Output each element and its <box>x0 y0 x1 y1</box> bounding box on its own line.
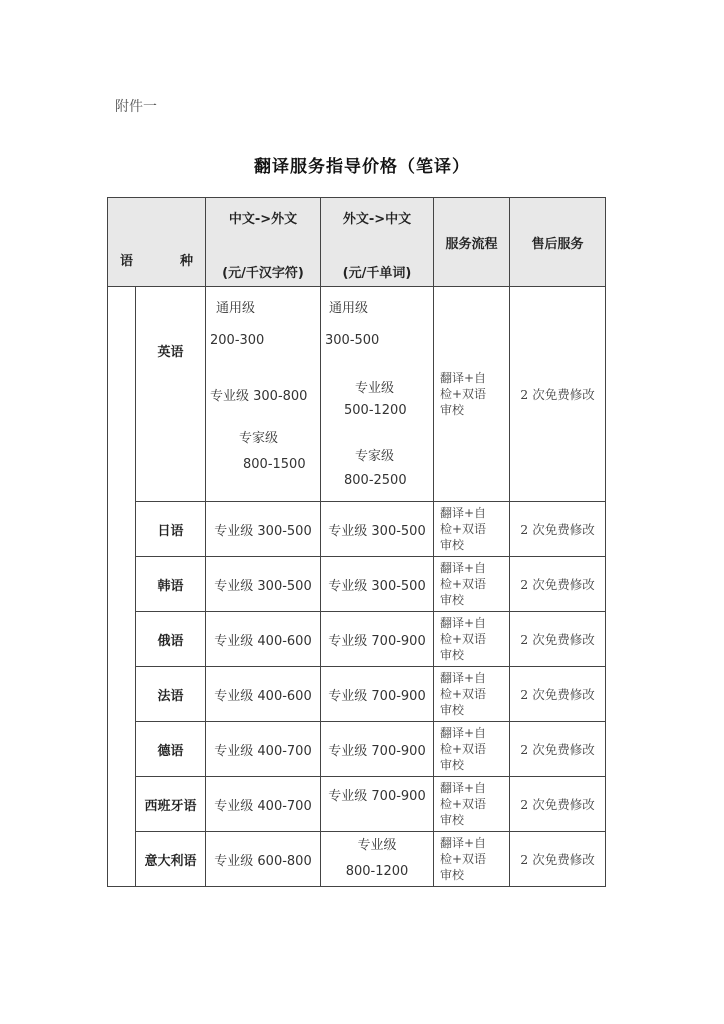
left-spacer-column <box>108 287 136 887</box>
after-sales-service: 2 次免费修改 <box>510 832 606 887</box>
service-process: 翻译+自 检+双语 审校 <box>434 722 510 777</box>
language-name: 德语 <box>136 722 206 777</box>
cn-to-foreign-price: 专业级 400-700 <box>206 777 321 832</box>
language-name: 俄语 <box>136 612 206 667</box>
header-language-char-2: 种 <box>180 254 194 269</box>
language-name: 日语 <box>136 502 206 557</box>
english-cn-general-range: 200-300 <box>210 333 265 348</box>
english-process: 翻译+自 检+双语 审校 <box>434 287 510 502</box>
service-process: 翻译+自 检+双语 审校 <box>434 557 510 612</box>
cn-to-foreign-price: 专业级 300-500 <box>206 502 321 557</box>
table-row <box>108 667 606 722</box>
foreign-to-cn-price: 专业级 700-900 <box>321 667 434 722</box>
service-process: 翻译+自 检+双语 审校 <box>434 667 510 722</box>
table-row <box>108 287 606 502</box>
english-fc-professional-label: 专业级 <box>355 381 395 396</box>
service-process: 翻译+自 检+双语 审校 <box>434 612 510 667</box>
table-row <box>108 722 606 777</box>
header-cn-to-foreign-unit: (元/千汉字符) <box>222 266 304 281</box>
header-language <box>108 198 206 287</box>
after-sales-service: 2 次免费修改 <box>510 667 606 722</box>
price-table <box>107 197 606 887</box>
header-process: 服务流程 <box>434 198 510 287</box>
header-foreign-to-cn <box>321 198 434 287</box>
english-cn-to-foreign-cell <box>206 287 321 502</box>
italian-fc-range: 800-1200 <box>345 864 409 879</box>
english-foreign-to-cn-cell <box>321 287 434 502</box>
table-row <box>108 832 606 887</box>
language-name: 法语 <box>136 667 206 722</box>
foreign-to-cn-price: 专业级 700-900 <box>321 777 434 832</box>
english-cn-expert-range: 800-1500 <box>243 457 306 472</box>
foreign-to-cn-price <box>321 832 434 887</box>
english-cn-general-label: 通用级 <box>216 301 256 316</box>
language-name: 西班牙语 <box>136 777 206 832</box>
english-fc-professional-range: 500-1200 <box>344 403 407 418</box>
cn-to-foreign-price: 专业级 400-600 <box>206 667 321 722</box>
attachment-label: 附件一 <box>115 99 157 115</box>
english-cn-expert-label: 专家级 <box>239 431 279 446</box>
table-row <box>108 777 606 832</box>
english-fc-expert-label: 专家级 <box>355 449 395 464</box>
after-sales-service: 2 次免费修改 <box>510 612 606 667</box>
english-after-sales: 2 次免费修改 <box>510 287 606 502</box>
english-cn-professional: 专业级 300-800 <box>210 389 308 404</box>
english-fc-general-range: 300-500 <box>325 333 380 348</box>
after-sales-service: 2 次免费修改 <box>510 502 606 557</box>
table-header-row <box>108 198 606 287</box>
header-cn-to-foreign-title: 中文->外文 <box>228 212 298 227</box>
foreign-to-cn-price: 专业级 300-500 <box>321 502 434 557</box>
header-foreign-to-cn-title: 外文->中文 <box>342 212 412 227</box>
cn-to-foreign-price: 专业级 300-500 <box>206 557 321 612</box>
cn-to-foreign-price: 专业级 400-600 <box>206 612 321 667</box>
language-name: 英语 <box>136 287 206 502</box>
header-foreign-to-cn-unit: (元/千单词) <box>342 266 412 281</box>
language-name: 韩语 <box>136 557 206 612</box>
foreign-to-cn-price: 专业级 300-500 <box>321 557 434 612</box>
service-process: 翻译+自 检+双语 审校 <box>434 777 510 832</box>
table-row <box>108 612 606 667</box>
english-fc-expert-range: 800-2500 <box>344 473 407 488</box>
after-sales-service: 2 次免费修改 <box>510 722 606 777</box>
cn-to-foreign-price: 专业级 400-700 <box>206 722 321 777</box>
header-after-sales: 售后服务 <box>510 198 606 287</box>
service-process: 翻译+自 检+双语 审校 <box>434 832 510 887</box>
foreign-to-cn-price: 专业级 700-900 <box>321 722 434 777</box>
service-process: 翻译+自 检+双语 审校 <box>434 502 510 557</box>
language-name: 意大利语 <box>136 832 206 887</box>
foreign-to-cn-price: 专业级 700-900 <box>321 612 434 667</box>
italian-fc-label: 专业级 <box>357 838 397 853</box>
table-row <box>108 557 606 612</box>
after-sales-service: 2 次免费修改 <box>510 777 606 832</box>
header-language-char-1: 语 <box>120 254 134 269</box>
header-cn-to-foreign <box>206 198 321 287</box>
english-fc-general-label: 通用级 <box>329 301 369 316</box>
after-sales-service: 2 次免费修改 <box>510 557 606 612</box>
cn-to-foreign-price: 专业级 600-800 <box>206 832 321 887</box>
page-title: 翻译服务指导价格（笔译） <box>254 157 470 177</box>
table-row <box>108 502 606 557</box>
